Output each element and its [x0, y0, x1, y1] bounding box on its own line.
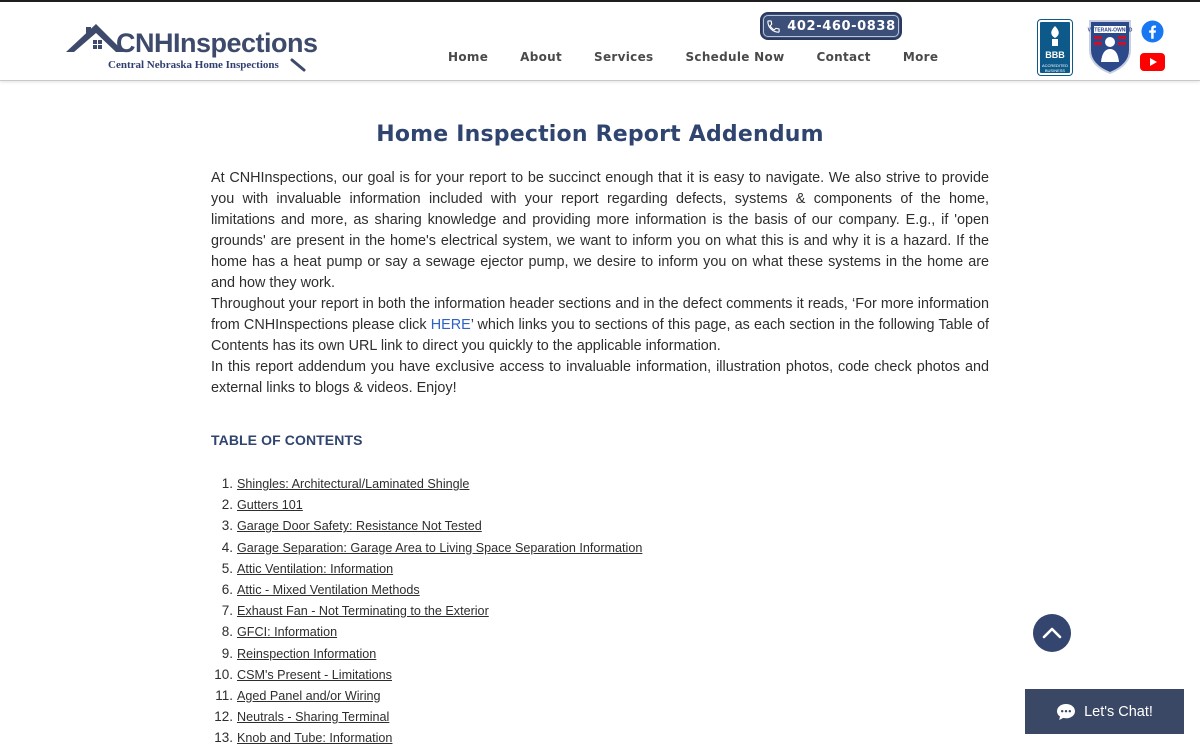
- toc-item: [211, 685, 642, 706]
- bbb-torch-icon: [1047, 25, 1063, 47]
- toc-number: 1.: [221, 476, 233, 491]
- chevron-up-icon: [1042, 627, 1062, 639]
- main-nav: [432, 50, 938, 68]
- toc-number: 11.: [215, 687, 233, 703]
- veteran-badge-label: VETERAN-OWNED: [1087, 27, 1133, 34]
- toc-link[interactable]: Reinspection Information: [237, 646, 377, 661]
- toc-link[interactable]: CSM's Present - Limitations: [237, 667, 392, 682]
- chat-label: Let's Chat!: [1084, 703, 1153, 720]
- intro-paragraph-2: [211, 294, 989, 357]
- toc-item: [211, 579, 642, 600]
- intro-paragraph-1: At CNHInspections, our goal is for your report to be succinct enough that it is easy to navigate. We also strive to provide you with invaluable information included with your report regarding defects, systems & components of the home, limitations and more, as sharing knowledge and providing more information is the basis of our company. E.g., if 'open grounds' are present in the home's electrical system, we want to inform you on what this is and why it is a hazard. If the home has a heat pump or say a sewage ejector pump, we desire to inform you on what these systems in the home are and how they work.: [211, 170, 989, 291]
- facebook-icon[interactable]: [1141, 20, 1164, 43]
- toc-number: 7.: [221, 603, 233, 619]
- magnifier-icon: [290, 58, 310, 72]
- scroll-to-top-button[interactable]: [1033, 614, 1071, 652]
- bbb-label: BBB: [1045, 50, 1065, 60]
- intro-text: [211, 168, 989, 399]
- chat-bubble-icon: [1056, 703, 1076, 721]
- site-header: [0, 2, 1200, 81]
- nav-contact[interactable]: Contact: [816, 50, 871, 64]
- here-link[interactable]: HERE: [430, 317, 471, 333]
- toc-number: 2.: [221, 497, 233, 513]
- phone-icon: [766, 19, 781, 34]
- p2-text-after: ’ which links you to sections of this page, as each section in the following Table of Contents has its own URL link to direct you quickly to the applicable information.: [211, 317, 989, 354]
- veteran-owned-badge[interactable]: [1086, 18, 1134, 74]
- bbb-badge[interactable]: [1038, 20, 1072, 75]
- toc-item: [211, 494, 642, 515]
- toc-link[interactable]: GFCI: Information: [237, 625, 338, 640]
- nav-home[interactable]: Home: [448, 50, 489, 64]
- toc-link[interactable]: Gutters 101: [237, 498, 303, 513]
- toc-number: 12.: [214, 709, 233, 725]
- chat-button[interactable]: [1025, 689, 1184, 734]
- toc-number: 8.: [221, 624, 233, 640]
- toc-link[interactable]: Neutrals - Sharing Terminal: [237, 710, 390, 725]
- logo-name: CNHInspections: [116, 28, 318, 58]
- nav-schedule-now[interactable]: Schedule Now: [685, 50, 785, 64]
- house-roof-icon: [64, 22, 124, 58]
- toc-number: 4.: [221, 539, 233, 555]
- toc-item: [211, 643, 642, 664]
- toc-link[interactable]: Attic - Mixed Ventilation Methods: [237, 582, 420, 597]
- toc-number: 13.: [214, 730, 233, 746]
- toc-item: [211, 558, 642, 579]
- toc-item: [211, 473, 642, 494]
- toc-item: [211, 600, 642, 621]
- toc-link[interactable]: Garage Door Safety: Resistance Not Tested: [237, 519, 482, 534]
- bbb-sublabel: ACCREDITED BUSINESS: [1041, 63, 1068, 73]
- youtube-icon[interactable]: [1140, 53, 1165, 71]
- toc-item: [211, 621, 642, 642]
- toc-link[interactable]: Attic Ventilation: Information: [237, 561, 394, 576]
- phone-number: 402-460-0838: [787, 18, 896, 34]
- toc-item: [211, 664, 642, 685]
- logo-tagline: Central Nebraska Home Inspections: [108, 59, 279, 71]
- toc-number: 6.: [221, 581, 233, 597]
- site-logo[interactable]: [64, 22, 326, 74]
- nav-services[interactable]: Services: [594, 50, 654, 64]
- phone-button[interactable]: [760, 12, 902, 40]
- toc-item: [211, 515, 642, 536]
- toc-item: [211, 706, 642, 727]
- toc-item: [211, 727, 642, 748]
- p2-text-before: Throughout your report in both the information header sections and in the defect comments it reads, ‘For more information from CNHInspections please click: [211, 296, 989, 333]
- toc-number: 9.: [221, 645, 233, 661]
- toc-link[interactable]: Garage Separation: Garage Area to Living Space Separation Information: [237, 540, 643, 555]
- intro-paragraph-3: In this report addendum you have exclusive access to invaluable information, illustration photos, code check photos and external links to blogs & videos. Enjoy!: [211, 359, 989, 396]
- page-title: Home Inspection Report Addendum: [376, 122, 824, 147]
- toc-title: TABLE OF CONTENTS: [211, 432, 363, 448]
- toc-number: 10.: [214, 666, 233, 682]
- toc-item: [211, 537, 642, 558]
- toc-number: 3.: [221, 518, 233, 534]
- toc-link[interactable]: Aged Panel and/or Wiring: [237, 688, 381, 703]
- nav-about[interactable]: About: [520, 50, 563, 64]
- table-of-contents: [211, 473, 642, 748]
- toc-link[interactable]: Exhaust Fan - Not Terminating to the Exterior: [237, 604, 489, 619]
- toc-number: 5.: [221, 560, 233, 576]
- nav-more[interactable]: More: [902, 50, 939, 64]
- toc-link[interactable]: Knob and Tube: Information: [237, 731, 393, 746]
- toc-link[interactable]: Shingles: Architectural/Laminated Shingle: [237, 477, 470, 491]
